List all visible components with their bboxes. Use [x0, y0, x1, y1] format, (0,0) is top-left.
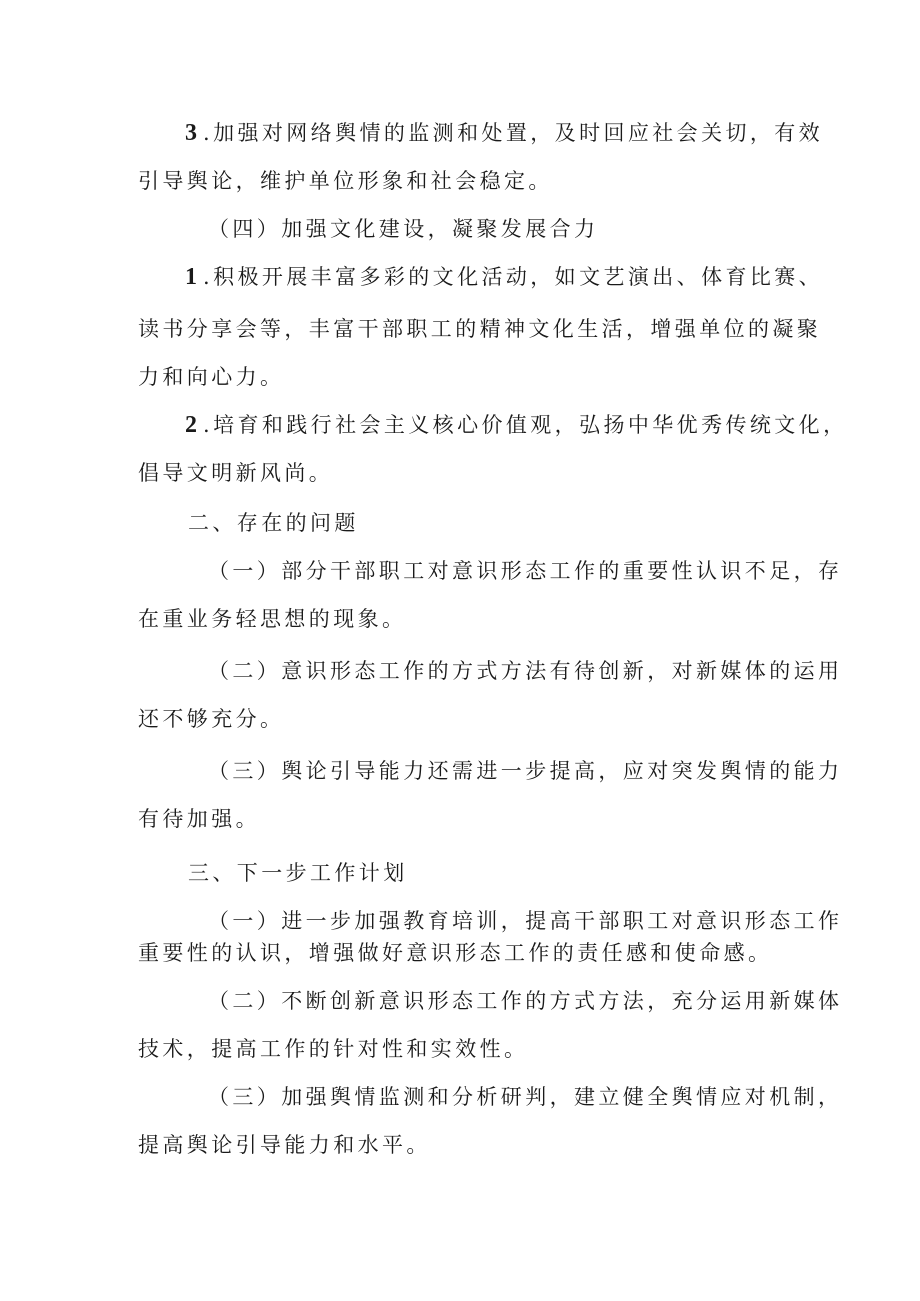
section-heading-2: 二、存在的问题 [188, 511, 359, 535]
problem-2-line-2: 还不够充分。 [138, 707, 285, 731]
item-number: 3 [185, 120, 197, 146]
problem-3-line-1: （三）舆论引导能力还需进一步提高，应对突发舆情的能力 [208, 759, 843, 783]
plan-2-line-1: （二）不断创新意识形态工作的方式方法，充分运用新媒体 [208, 989, 843, 1013]
section-heading-3: 三、下一步工作计划 [188, 861, 408, 885]
paragraph-1-line-3: 力和向心力。 [138, 365, 285, 389]
plan-1-line-2: 重要性的认识，增强做好意识形态工作的责任感和使命感。 [138, 941, 773, 965]
problem-3-line-2: 有待加强。 [138, 807, 260, 831]
paragraph-3-line-2: 引导舆论，维护单位形象和社会稳定。 [138, 169, 553, 193]
plan-3-line-2: 提高舆论引导能力和水平。 [138, 1133, 431, 1157]
section-heading-4: （四）加强文化建设，凝聚发展合力 [208, 217, 599, 241]
plan-3-line-1: （三）加强舆情监测和分析研判，建立健全舆情应对机制， [208, 1085, 843, 1109]
paragraph-1-line-2: 读书分享会等，丰富干部职工的精神文化生活，增强单位的凝聚 [138, 317, 822, 341]
plan-2-line-2: 技术，提高工作的针对性和实效性。 [138, 1037, 529, 1061]
problem-1-line-2: 在重业务轻思想的现象。 [138, 607, 407, 631]
item-number: 2 [185, 412, 197, 438]
problem-1-line-1: （一）部分干部职工对意识形态工作的重要性认识不足，存 [208, 559, 843, 583]
problem-2-line-1: （二）意识形态工作的方式方法有待创新，对新媒体的运用 [208, 659, 843, 683]
paragraph-2-line-2: 倡导文明新风尚。 [138, 461, 334, 485]
plan-1-line-1: （一）进一步加强教育培训，提高干部职工对意识形态工作 [208, 909, 843, 933]
paragraph-1-line-1: 1 .积极开展丰富多彩的文化活动，如文艺演出、体育比赛、 [185, 264, 824, 290]
paragraph-2-line-1: 2 .培育和践行社会主义核心价值观，弘扬中华优秀传统文化， [185, 412, 848, 438]
paragraph-3-line-1: 3 .加强对网络舆情的监测和处置，及时回应社会关切，有效 [185, 120, 824, 146]
item-number: 1 [185, 264, 197, 290]
